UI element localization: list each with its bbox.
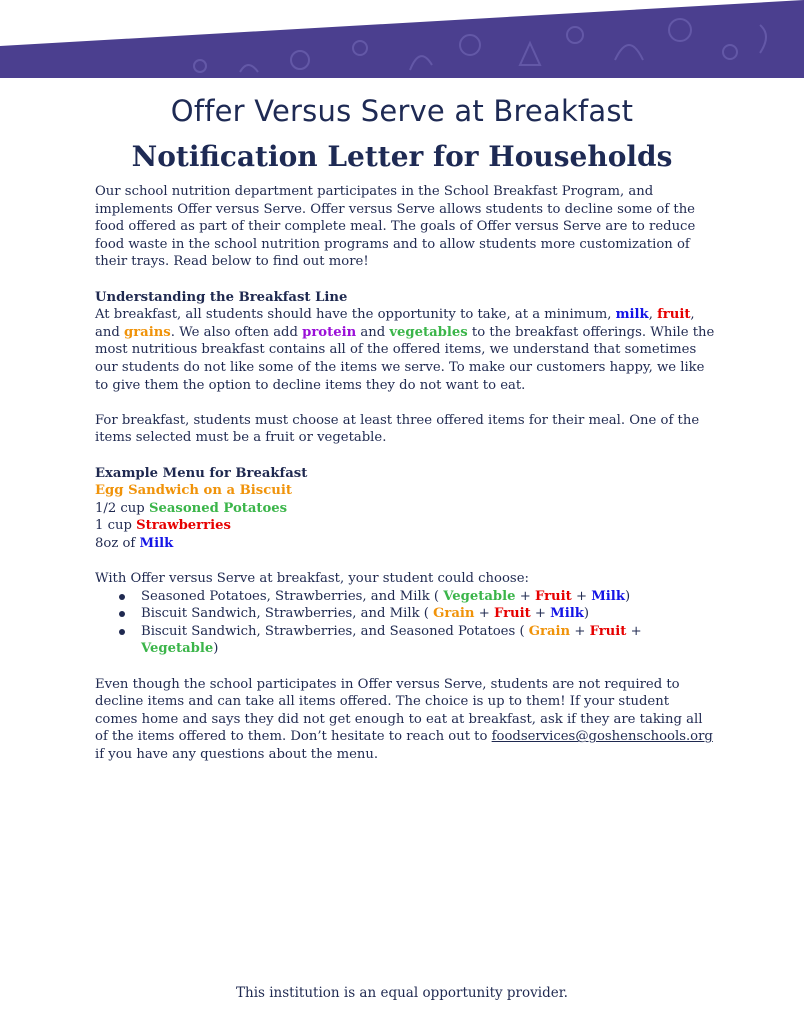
choices-list (95, 588, 715, 658)
close-paren: ) (213, 641, 219, 657)
menu-item-egg-sandwich: Egg Sandwich on a Biscuit (95, 483, 292, 499)
list-item (141, 605, 715, 623)
menu-item-name: Seasoned Potatoes (148, 500, 288, 516)
component-vegetable: Vegetable (443, 588, 516, 604)
close-paren: ) (583, 606, 590, 622)
header-banner (0, 0, 804, 80)
milk-label: milk (615, 307, 649, 323)
menu-qty: 1 cup (95, 518, 137, 534)
intro-paragraph: Our school nutrition department participates in the School Breakfast Program, and implements Offer versus Serve. Offer versus Serve allows students to decline some of the food offered as part of their complete meal. The goals of Offer versus Serve are to reduce food waste in the school nutrition programs and to allow students more customization of their trays. Read below to find out more! (95, 184, 696, 270)
text-run: to the breakfast offerings. While the most nutritious breakfast contains all of the offered items, we understand that sometimes our students do not like some of the items we serve. To make our customers happy, we like to give them the option to decline items they do not want to eat. (95, 324, 715, 393)
component-milk: Milk (591, 588, 625, 604)
menu-item-strawberries (95, 517, 715, 535)
component-milk: Milk (550, 606, 584, 622)
component-grain: Grain (433, 606, 475, 622)
email-link[interactable]: foodservices@goshenschools.org (491, 729, 713, 745)
fruit-label: fruit (657, 307, 691, 323)
menu-item-name: Milk (139, 535, 174, 551)
menu-item-potatoes (95, 500, 715, 518)
plus-sign: + (515, 588, 535, 604)
section-heading-breakfast-line: Understanding the Breakfast Line (95, 289, 348, 305)
breakfast-line-paragraph (95, 306, 715, 394)
text-run: , and (95, 307, 695, 340)
choices-intro: With Offer versus Serve at breakfast, your student could choose: (95, 571, 529, 587)
list-item (141, 623, 715, 658)
closing-tail: if you have any questions about the menu. (95, 747, 379, 762)
component-fruit: Fruit (589, 623, 627, 639)
grains-label: grains (124, 324, 171, 340)
vegetables-label: vegetables (389, 324, 468, 340)
choice-text: Biscuit Sandwich, Strawberries, and Milk ( (141, 606, 434, 622)
plus-sign: + (530, 606, 551, 622)
component-vegetable: Vegetable (141, 641, 214, 657)
letter-body (95, 183, 715, 764)
choice-text: Biscuit Sandwich, Strawberries, and Seasoned Potatoes ( (141, 623, 529, 639)
text-run: . We also often add (170, 324, 303, 340)
list-item (141, 588, 715, 606)
plus-sign: + (474, 606, 494, 622)
choice-text: Seasoned Potatoes, Strawberries, and Milk ( (141, 588, 444, 604)
plus-sign: + (626, 623, 642, 639)
component-fruit: Fruit (534, 588, 572, 604)
component-grain: Grain (528, 623, 571, 639)
text-run: At breakfast, all students should have the opportunity to take, at a minimum, (95, 307, 616, 323)
closing-paragraph (95, 676, 715, 764)
plus-sign: + (575, 588, 592, 604)
menu-item-name: Strawberries (136, 518, 231, 534)
text-run: and (356, 324, 390, 340)
page-subtitle: Notification Letter for Households (131, 140, 673, 173)
text-run: , (648, 307, 653, 323)
menu-qty: 8oz of (95, 535, 140, 551)
selection-rule-paragraph: For breakfast, students must choose at least three offered items for their meal. One of the items selected must be a fruit or vegetable. (95, 412, 700, 446)
protein-label: protein (302, 324, 357, 340)
close-paren: ) (624, 588, 631, 604)
menu-qty: 1/2 cup (95, 500, 149, 516)
menu-item-milk (95, 535, 715, 553)
component-fruit: Fruit (493, 606, 531, 622)
plus-sign: + (570, 623, 590, 639)
closing-text: Even though the school participates in Offer versus Serve, students are not required to decline items and can take all items offered. The choice is up to them! If your student comes home and says they did not get enough to eat at breakfast, ask if they are taking all of the items offered to them. Don’t hesitate to reach out to (95, 676, 703, 745)
footer-statement: This institution is an equal opportunity provider. (236, 985, 568, 1001)
page-title: Offer Versus Serve at Breakfast (170, 94, 634, 128)
section-heading-example-menu: Example Menu for Breakfast (95, 465, 308, 481)
